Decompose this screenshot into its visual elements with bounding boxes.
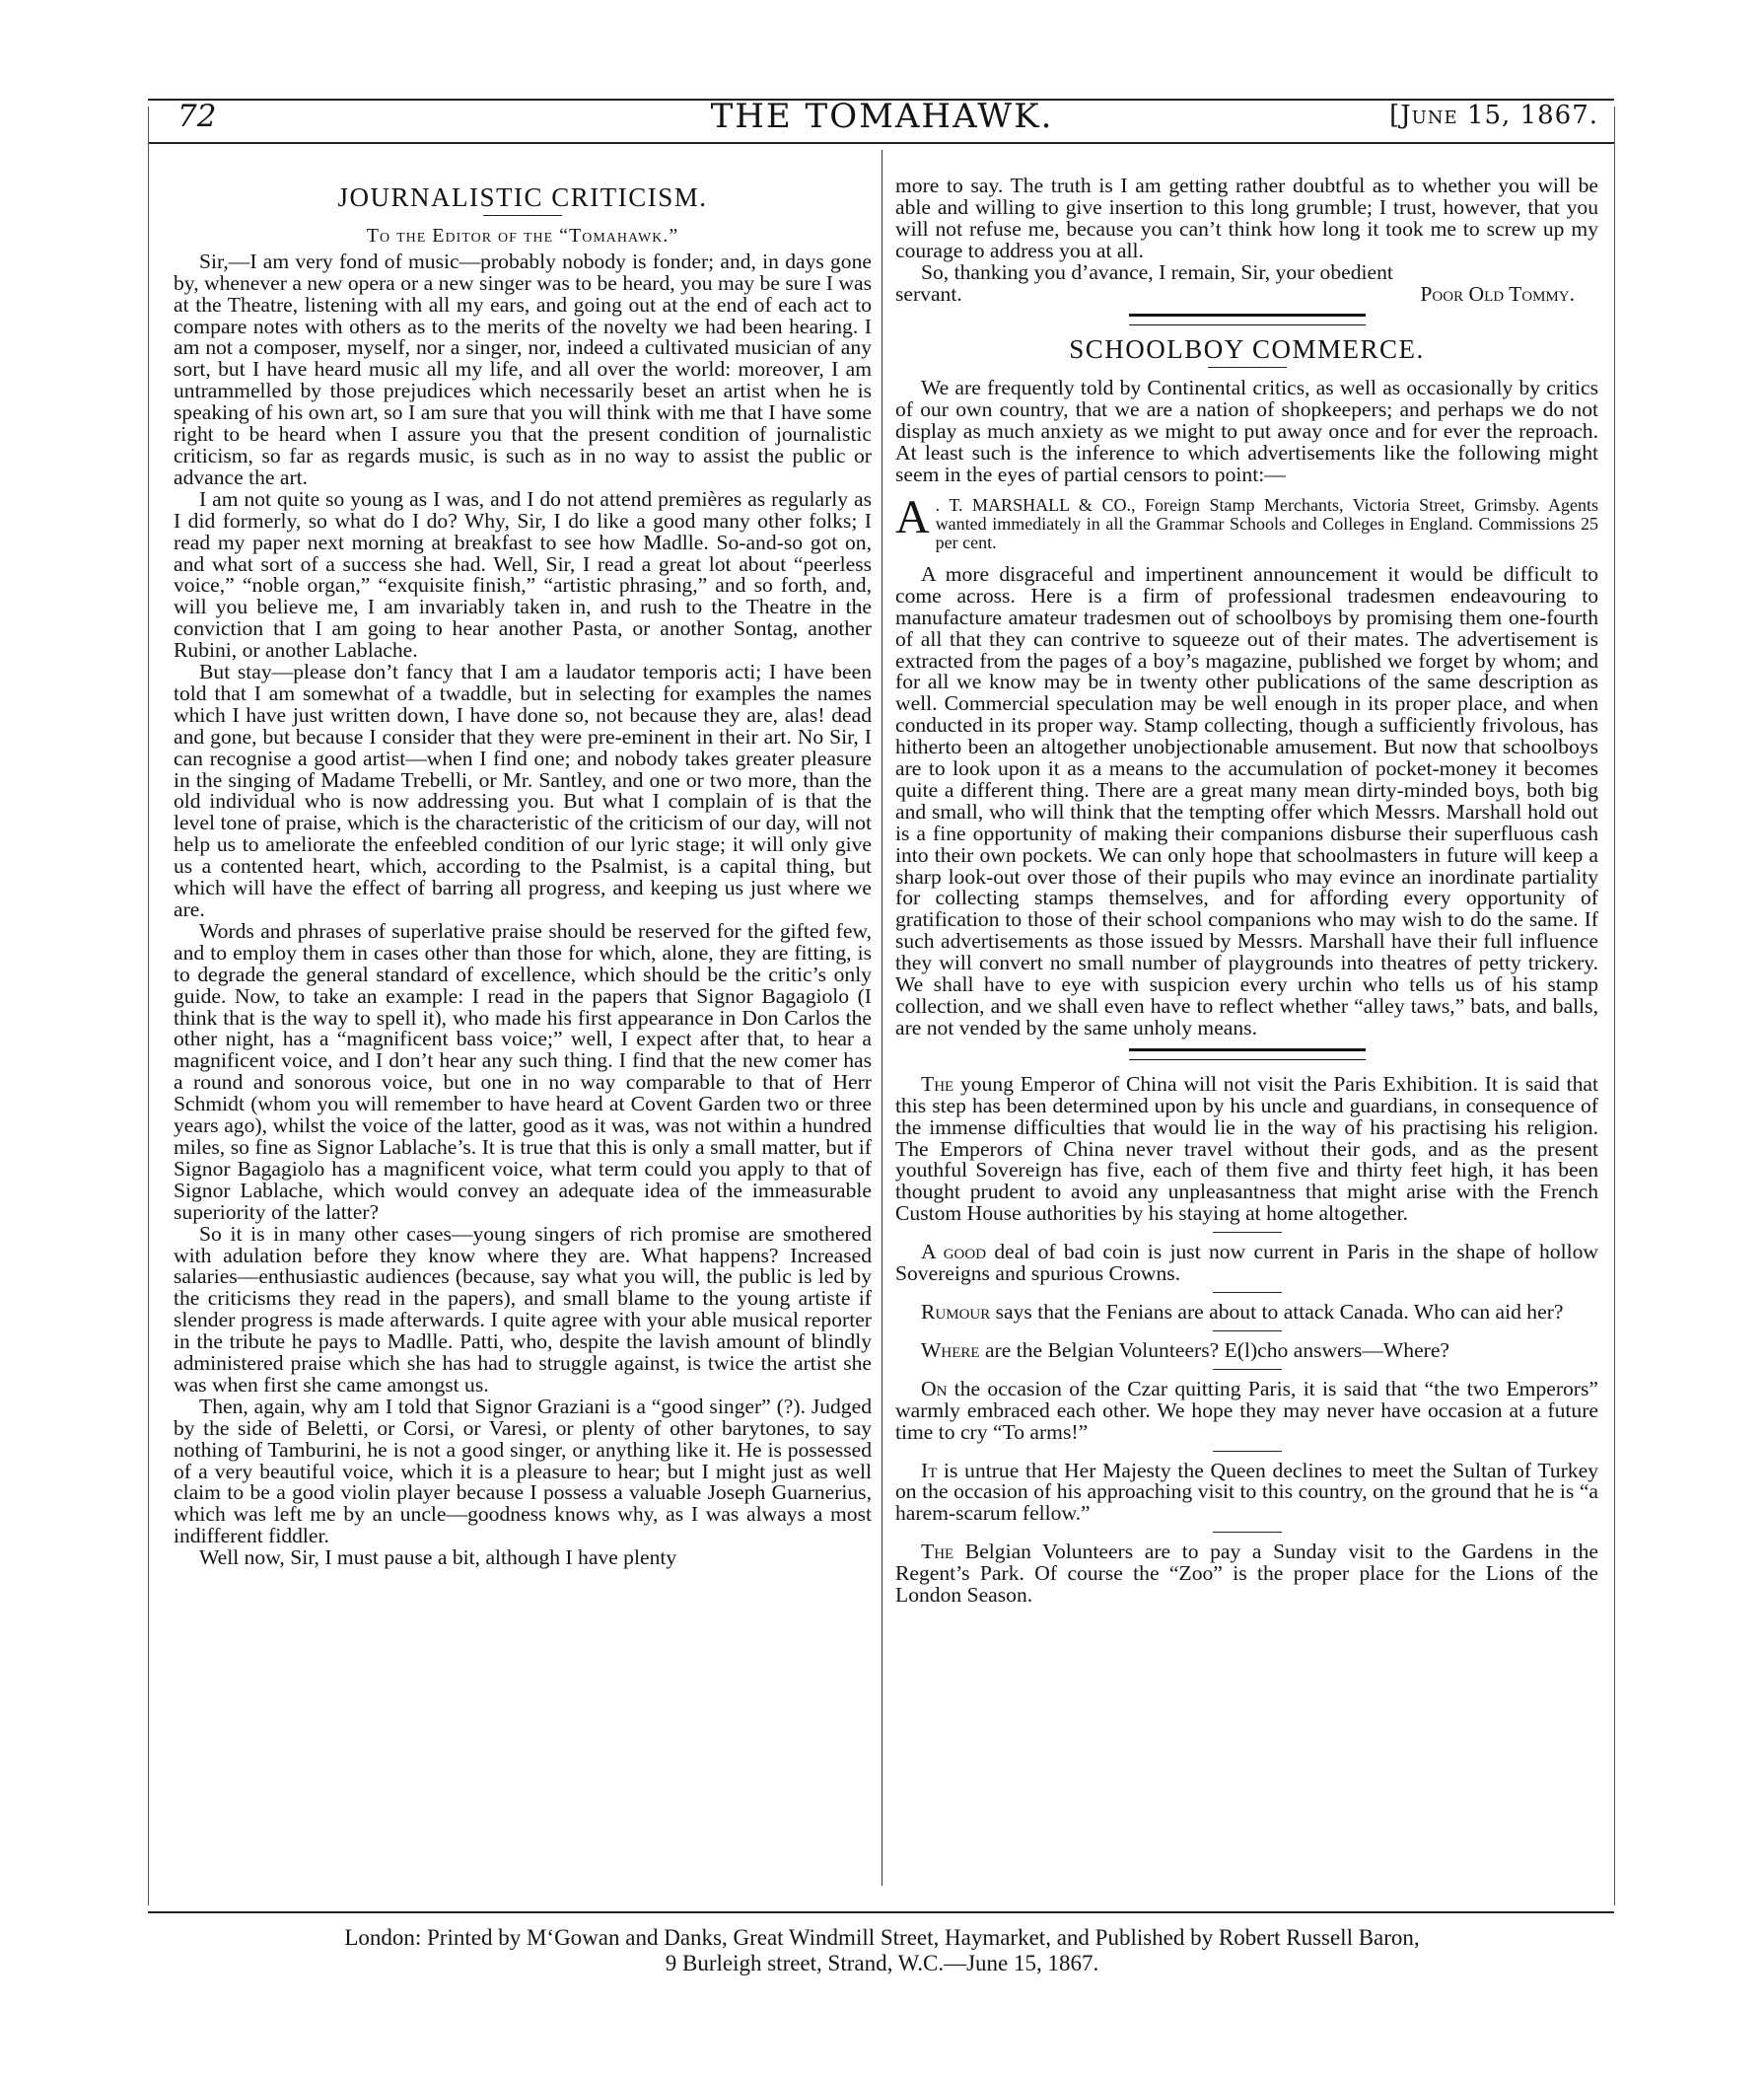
news-paragraph: Where are the Belgian Volunteers? E(l)cho answers—Where? <box>921 1337 1450 1362</box>
news-paragraph: It is untrue that Her Majesty the Queen declines to meet the Sultan of Turkey on the occasion of his approaching visit to this country, on the ground that he is “a harem-scarum fellow.” <box>895 1458 1598 1526</box>
news-paragraph: The Belgian Volunteers are to pay a Sunday visit to the Gardens in the Regent’s Park. Of course the “Zoo” is the proper place for the Lions of the London Season. <box>895 1540 1598 1608</box>
note-rule <box>1213 1330 1282 1331</box>
masthead-bottom-rule <box>148 142 1614 144</box>
note-rule <box>1213 1292 1282 1293</box>
note-rule <box>1213 1532 1282 1533</box>
note-rule <box>1213 1369 1282 1370</box>
signoff-word: servant. <box>895 281 962 306</box>
letter-paragraph: Then, again, why am I told that Signor Graziani is a “good singer” (?). Judged by the side of Beletti, or Corsi, or Varesi, or plenty of other barytones, to say nothing of Tamburini, he is not a good singer, or anything like it. He is possessed of a very beautiful voice, which it is a pleasure to hear; but I might just as well claim to be a good violin player because I possess a valuable Joseph Guarnerius, which was left me by an uncle—goodness knows why, as I was always a most indifferent fiddler. <box>174 1394 872 1548</box>
news-paragraph: The young Emperor of China will not visit the Paris Exhibition. It is said that this step has been determined upon by his uncle and guardians, in consequence of the immense difficulties that would lie in the way of his practising his religion. The Emperors of China never travel without their gods, and as the present youthful Sovereign has five, each of them five and thirty feet high, it has been thought prudent to avoid any unpleasantness that might arise with the French Custom House authorities by his staying at home altogether. <box>895 1071 1598 1226</box>
letter-continuation: more to say. The truth is I am getting rather doubtful as to whether you will be able and willing to give insertion to this long grumble; I trust, however, that you will not refuse me, because you can’t think how long it took me to screw up my courage to address you at all. <box>895 176 1598 262</box>
letter-salutation-head: To the Editor of the “Tomahawk.” <box>366 224 679 247</box>
news-paragraph: Rumour says that the Fenians are about to attack Canada. Who can aid her? <box>921 1299 1564 1324</box>
letter-paragraph: But stay—please don’t fancy that I am a laudator temporis acti; I have been told that I am somewhat of a twaddle, but in selecting for examples the names which I have just written down, I have done so, not because they are, alas! dead and gone, but because I consider that they were pre-eminent in their art. No Sir, I can recognise a good artist—when I find one; and nobody takes greater pleasure in the singing of Madame Trebelli, or Mr. Santley, and one or two more, than the old individual who is now addressing you. But what I complain of is that the level tone of praise, which is the characteristic of the criticism of our day, will not help us to ameliorate the enfeebled condition of our lyric stage; it will only give us a contented heart, which, according to the Psalmist, is a capital thing, but which will have the effect of barring all progress, and keeping us just where we are. <box>174 660 872 921</box>
news-paragraph: A good deal of bad coin is just now current in Paris in the shape of hollow Sovereigns and spurious Crowns. <box>895 1240 1598 1286</box>
letter-paragraph: Well now, Sir, I must pause a bit, although I have plenty <box>199 1545 677 1570</box>
imprint-line: 9 Burleigh street, Strand, W.C.—June 15, 1867. <box>665 1951 1099 1975</box>
frame-left-rule <box>148 107 149 1905</box>
article-title: SCHOOLBOY COMMERCE. <box>1069 334 1425 365</box>
note-rule <box>1213 1232 1282 1233</box>
letter-signature: Poor Old Tommy. <box>1420 281 1575 306</box>
section-divider <box>1129 1048 1366 1060</box>
article-intro: We are frequently told by Continental critics, as well as occasionally by critics of our own country, that we are a nation of shopkeepers; and perhaps we do not display as much anxiety as we might to put away once and for ever the reproach. At least such is the inference to which advertisements like the following might seem in the eyes of partial censors to point:— <box>895 376 1598 486</box>
title-rule <box>483 215 562 216</box>
frame-right-rule <box>1614 107 1615 1905</box>
title-rule <box>1208 367 1287 368</box>
article-body: A more disgraceful and impertinent announcement it would be difficult to come across. Here is a firm of professional tradesmen endeavouring to manufacture amateur tradesmen out of schoolboys by promising them one-fourth of all that they can contrive to squeeze out of their mates. The advertisement is extracted from the pages of a boy’s magazine, published we forget by whom; and for all we know may be in twenty other publications of the same description as well. Commercial speculation may be well enough in its proper place, and when conducted in its proper way. Stamp collecting, though a sufficiently frivolous, has hitherto been an altogether unobjectionable amusement. But now that schoolboys are to look upon it as a means to the accumulation of pocket-money it becomes quite a different thing. There are a great many mean dirty-minded boys, both big and small, who will think that the tempting offer which Messrs. Marshall hold out is a fine opportunity of making their companions disburse their superfluous cash into their own pockets. We can only hope that schoolmasters in future will keep a sharp look-out over those of their pupils who may evince an inordinate partiality for collecting stamps themselves, and for affording every opportunity of gratification to those of their school companions who may wish to do the same. If such advertisements as those issued by Messrs. Marshall have their full influence they will convert no small number of playgrounds into theatres of petty trickery. We shall have to eye with suspicion every urchin who tells us of his stamp collection, and we shall even have to reflect whether “alley taws,” bats, and balls, are not vended by the same unholy means. <box>895 561 1598 1040</box>
quoted-advertisement <box>895 490 1598 552</box>
issue-date: [June 15, 1867. <box>1389 101 1598 130</box>
letter-paragraph: Sir,—I am very fond of music—probably nobody is fonder; and, in days gone by, whenever a new opera or a new singer was to be heard, you may be sure I was at the Theatre, listening with all my ears, and going out at the end of each act to compare notes with others as to the merits of the novelty we had been hearing. I am not a composer, myself, nor a singer, nor, indeed a cultivated musician of any sort, but I have heard music all my life, and all over the world: moreover, I am untrammelled by those prejudices which necessarily beset an artist when he is speaking of his own art, so I am sure that you will think with me that I have some right to be heard when I assure you that the present condition of journalistic criticism, so far as regards music, is such as in no way to assist the public or advance the art. <box>174 249 872 489</box>
page-number: 72 <box>177 99 217 134</box>
letter-closing: So, thanking you d’avance, I remain, Sir, your obedient <box>921 259 1393 284</box>
article-title: JOURNALISTIC CRITICISM. <box>337 182 708 212</box>
note-rule <box>1213 1451 1282 1452</box>
letter-paragraph: Words and phrases of superlative praise should be reserved for the gifted few, and to employ them in cases other than those for which, alone, they are fitting, is to degrade the general standard of excellence, which should be the critic’s only guide. Now, to take an example: I read in the papers that Signor Bagagiolo (I think that is the way to spell it), who made his first appearance in Don Carlos the other night, has a “magnificent bass voice;” well, I expect after that, to hear a magnificent voice, and I don’t hear any such thing. I find that the new comer has a round and sonorous voice, but one in no way comparable to that of Herr Schmidt (whom you will remember to have heard at Covent Garden two or three years ago), whilst the voice of the latter, good as it was, was not within a hundred miles, so fine as Signor Lablache’s. It is true that this is only a small matter, but if Signor Bagagiolo has a magnificent voice, what term could you apply to that of Signor Lablache, which would convey an adequate idea of the immeasurable superiority of the latter? <box>174 918 872 1224</box>
right-column <box>895 176 1598 1892</box>
advert-text: . T. MARSHALL & CO., Foreign Stamp Merchants, Victoria Street, Grimsby. Agents wanted immediately in all the Grammar Schools and Colleges in England. Commissions 25 per cent. <box>935 494 1598 552</box>
advert-initial: A <box>895 490 930 543</box>
footer-rule <box>148 1911 1614 1913</box>
running-title: THE TOMAHAWK. <box>710 97 1054 136</box>
imprint-line: London: Printed by M‘Gowan and Danks, Great Windmill Street, Haymarket, and Published by Robert Russell Baron, <box>344 1925 1420 1950</box>
section-divider <box>1129 314 1366 325</box>
news-paragraph: On the occasion of the Czar quitting Paris, it is said that “the two Emperors” warmly embraced each other. We hope they may never have occasion at a future time to cry “To arms!” <box>895 1376 1598 1444</box>
left-column <box>174 176 872 1892</box>
letter-signoff <box>895 281 1598 306</box>
printer-imprint <box>0 1925 1764 1976</box>
letter-paragraph: So it is in many other cases—young singers of rich promise are smothered with adulation before they know where they are. What happens? Increased salaries—enthusiastic audiences (because, say what you will, the public is led by the criticisms they read in the papers), and small blame to the young artiste if slender progress is made afterwards. I quite agree with your able musical reporter in the tribute he pays to Madlle. Patti, who, despite the lavish amount of blindly administered praise which she has had to struggle against, is twice the artist she was when first she came amongst us. <box>174 1221 872 1397</box>
letter-paragraph: I am not quite so young as I was, and I do not attend premières as regularly as I did formerly, so what do I do? Why, Sir, I do like a good many other folks; I read my paper next morning at breakfast to see how Madlle. So-and-so got on, and what sort of a success she had. Well, Sir, I read a great lot about “peerless voice,” “noble organ,” “exquisite finish,” “artistic phrasing,” and so forth, and, will you believe me, I am invariably taken in, and rush to the Theatre in the conviction that I am going to hear another Pasta, or another Sontag, another Rubini, or another Lablache. <box>174 486 872 663</box>
